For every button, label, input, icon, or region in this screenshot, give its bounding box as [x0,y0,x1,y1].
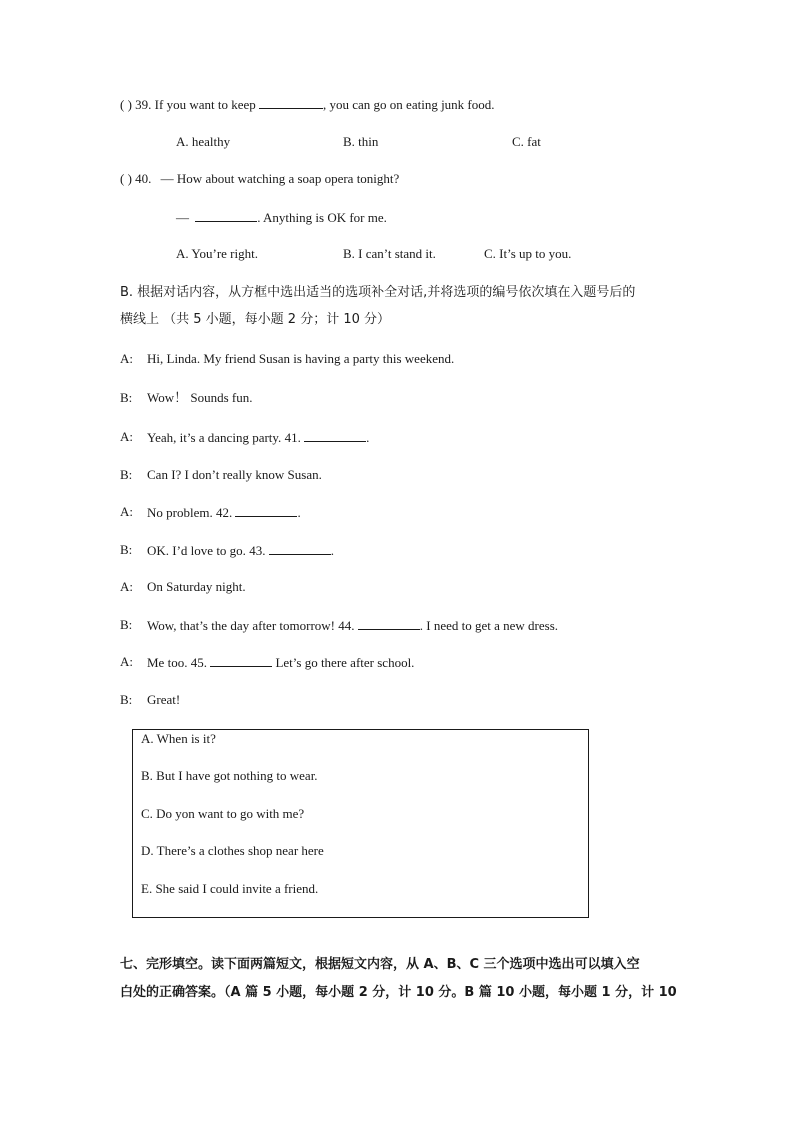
box-option-d[interactable]: D. There’s a clothes shop near here [141,843,324,858]
question-39-stem [120,96,495,113]
dialogue-line: Can I? I don’t really know Susan. [147,467,322,482]
dialogue-speaker: A: [120,504,133,519]
box-option-a[interactable]: A. When is it? [141,731,216,746]
dash: — [176,210,189,225]
option-c[interactable]: C. fat [512,134,541,149]
dialogue-line [147,504,301,521]
stem-text: — How about watching a soap opera tonight? [160,171,400,186]
box-option-e[interactable]: E. She said I could invite a friend. [141,881,319,896]
dialogue-text-after: Let’s go there after school. [272,655,415,670]
answer-paren: ( ) 40. [120,171,152,186]
stem-text: If you want to keep [154,97,256,112]
dialogue-line: Wow！ Sounds fun. [147,390,253,405]
option-c[interactable]: C. It’s up to you. [484,246,572,261]
dialogue-line: On Saturday night. [147,579,246,594]
section-b-instruction-line1: B. 根据对话内容，从方框中选出适当的选项补全对话,并将选项的编号依次填在入题号后的 [120,285,636,300]
option-b[interactable]: B. thin [343,134,379,149]
dialogue-text: Wow, that’s the day after tomorrow! [147,618,339,633]
blank-number: 44. [338,618,355,633]
blank-number: 42. [215,505,233,520]
answer-blank-41[interactable] [304,429,366,442]
answer-blank-45[interactable] [210,654,272,667]
answer-paren: ( ) 39. [120,97,152,112]
dialogue-line: Great! [147,692,181,707]
blank-number: 43. [249,543,266,558]
dialogue-speaker: B: [120,390,133,405]
blank-number: 41. [284,430,301,445]
dialogue-text-after: . [297,505,301,520]
dialogue-text: Yeah, it’s a dancing party. [147,430,285,445]
stem-text-after: , you can go on eating junk food. [323,97,495,112]
section-7-heading-line1: 七、完形填空。读下面两篇短文，根据短文内容，从 A、B、C 三个选项中选出可以填入空 [120,957,640,972]
dialogue-speaker: B: [120,617,133,632]
blank-number: 45. [190,655,207,670]
answer-blank[interactable] [259,96,323,109]
dialogue-speaker: B: [120,467,133,482]
answer-blank-44[interactable] [358,617,420,630]
dialogue-text: Me too. [147,655,191,670]
dialogue-speaker: A: [120,654,133,669]
question-40-reply [176,209,387,226]
dialogue-line [147,654,414,671]
option-b[interactable]: B. I can’t stand it. [343,246,436,261]
dialogue-speaker: A: [120,351,133,366]
option-a[interactable]: A. You’re right. [176,246,258,261]
dialogue-text: No problem. [147,505,216,520]
dialogue-line [147,617,558,634]
question-40-stem [120,171,399,187]
option-a[interactable]: A. healthy [176,134,231,149]
dialogue-text-after: . [330,543,334,558]
box-option-c[interactable]: C. Do yon want to go with me? [141,806,305,821]
dialogue-speaker: A: [120,579,133,594]
dialogue-text-after: . I need to get a new dress. [419,618,559,633]
options-box [132,729,589,918]
box-option-b[interactable]: B. But I have got nothing to wear. [141,768,318,783]
dialogue-text: OK. I’d love to go. [147,543,250,558]
answer-blank-42[interactable] [235,504,297,517]
dialogue-line: Hi, Linda. My friend Susan is having a party this weekend. [147,351,455,366]
dialogue-speaker: B: [120,542,133,557]
dialogue-line [147,542,334,559]
dialogue-line [147,429,369,446]
dialogue-text-after: . [366,430,370,445]
answer-blank[interactable] [195,209,257,222]
section-7-heading-line2: 白处的正确答案。（A 篇 5 小题，每小题 2 分，计 10 分。B 篇 10 小题，每小题 1 分，计 10 [120,985,677,1000]
reply-text: . Anything is OK for me. [257,210,387,225]
section-b-instruction-line2: 横线上 （共 5 小题，每小题 2 分；计 10 分） [120,312,391,327]
dialogue-speaker: B: [120,692,133,707]
answer-blank-43[interactable] [269,542,331,555]
dialogue-speaker: A: [120,429,133,444]
